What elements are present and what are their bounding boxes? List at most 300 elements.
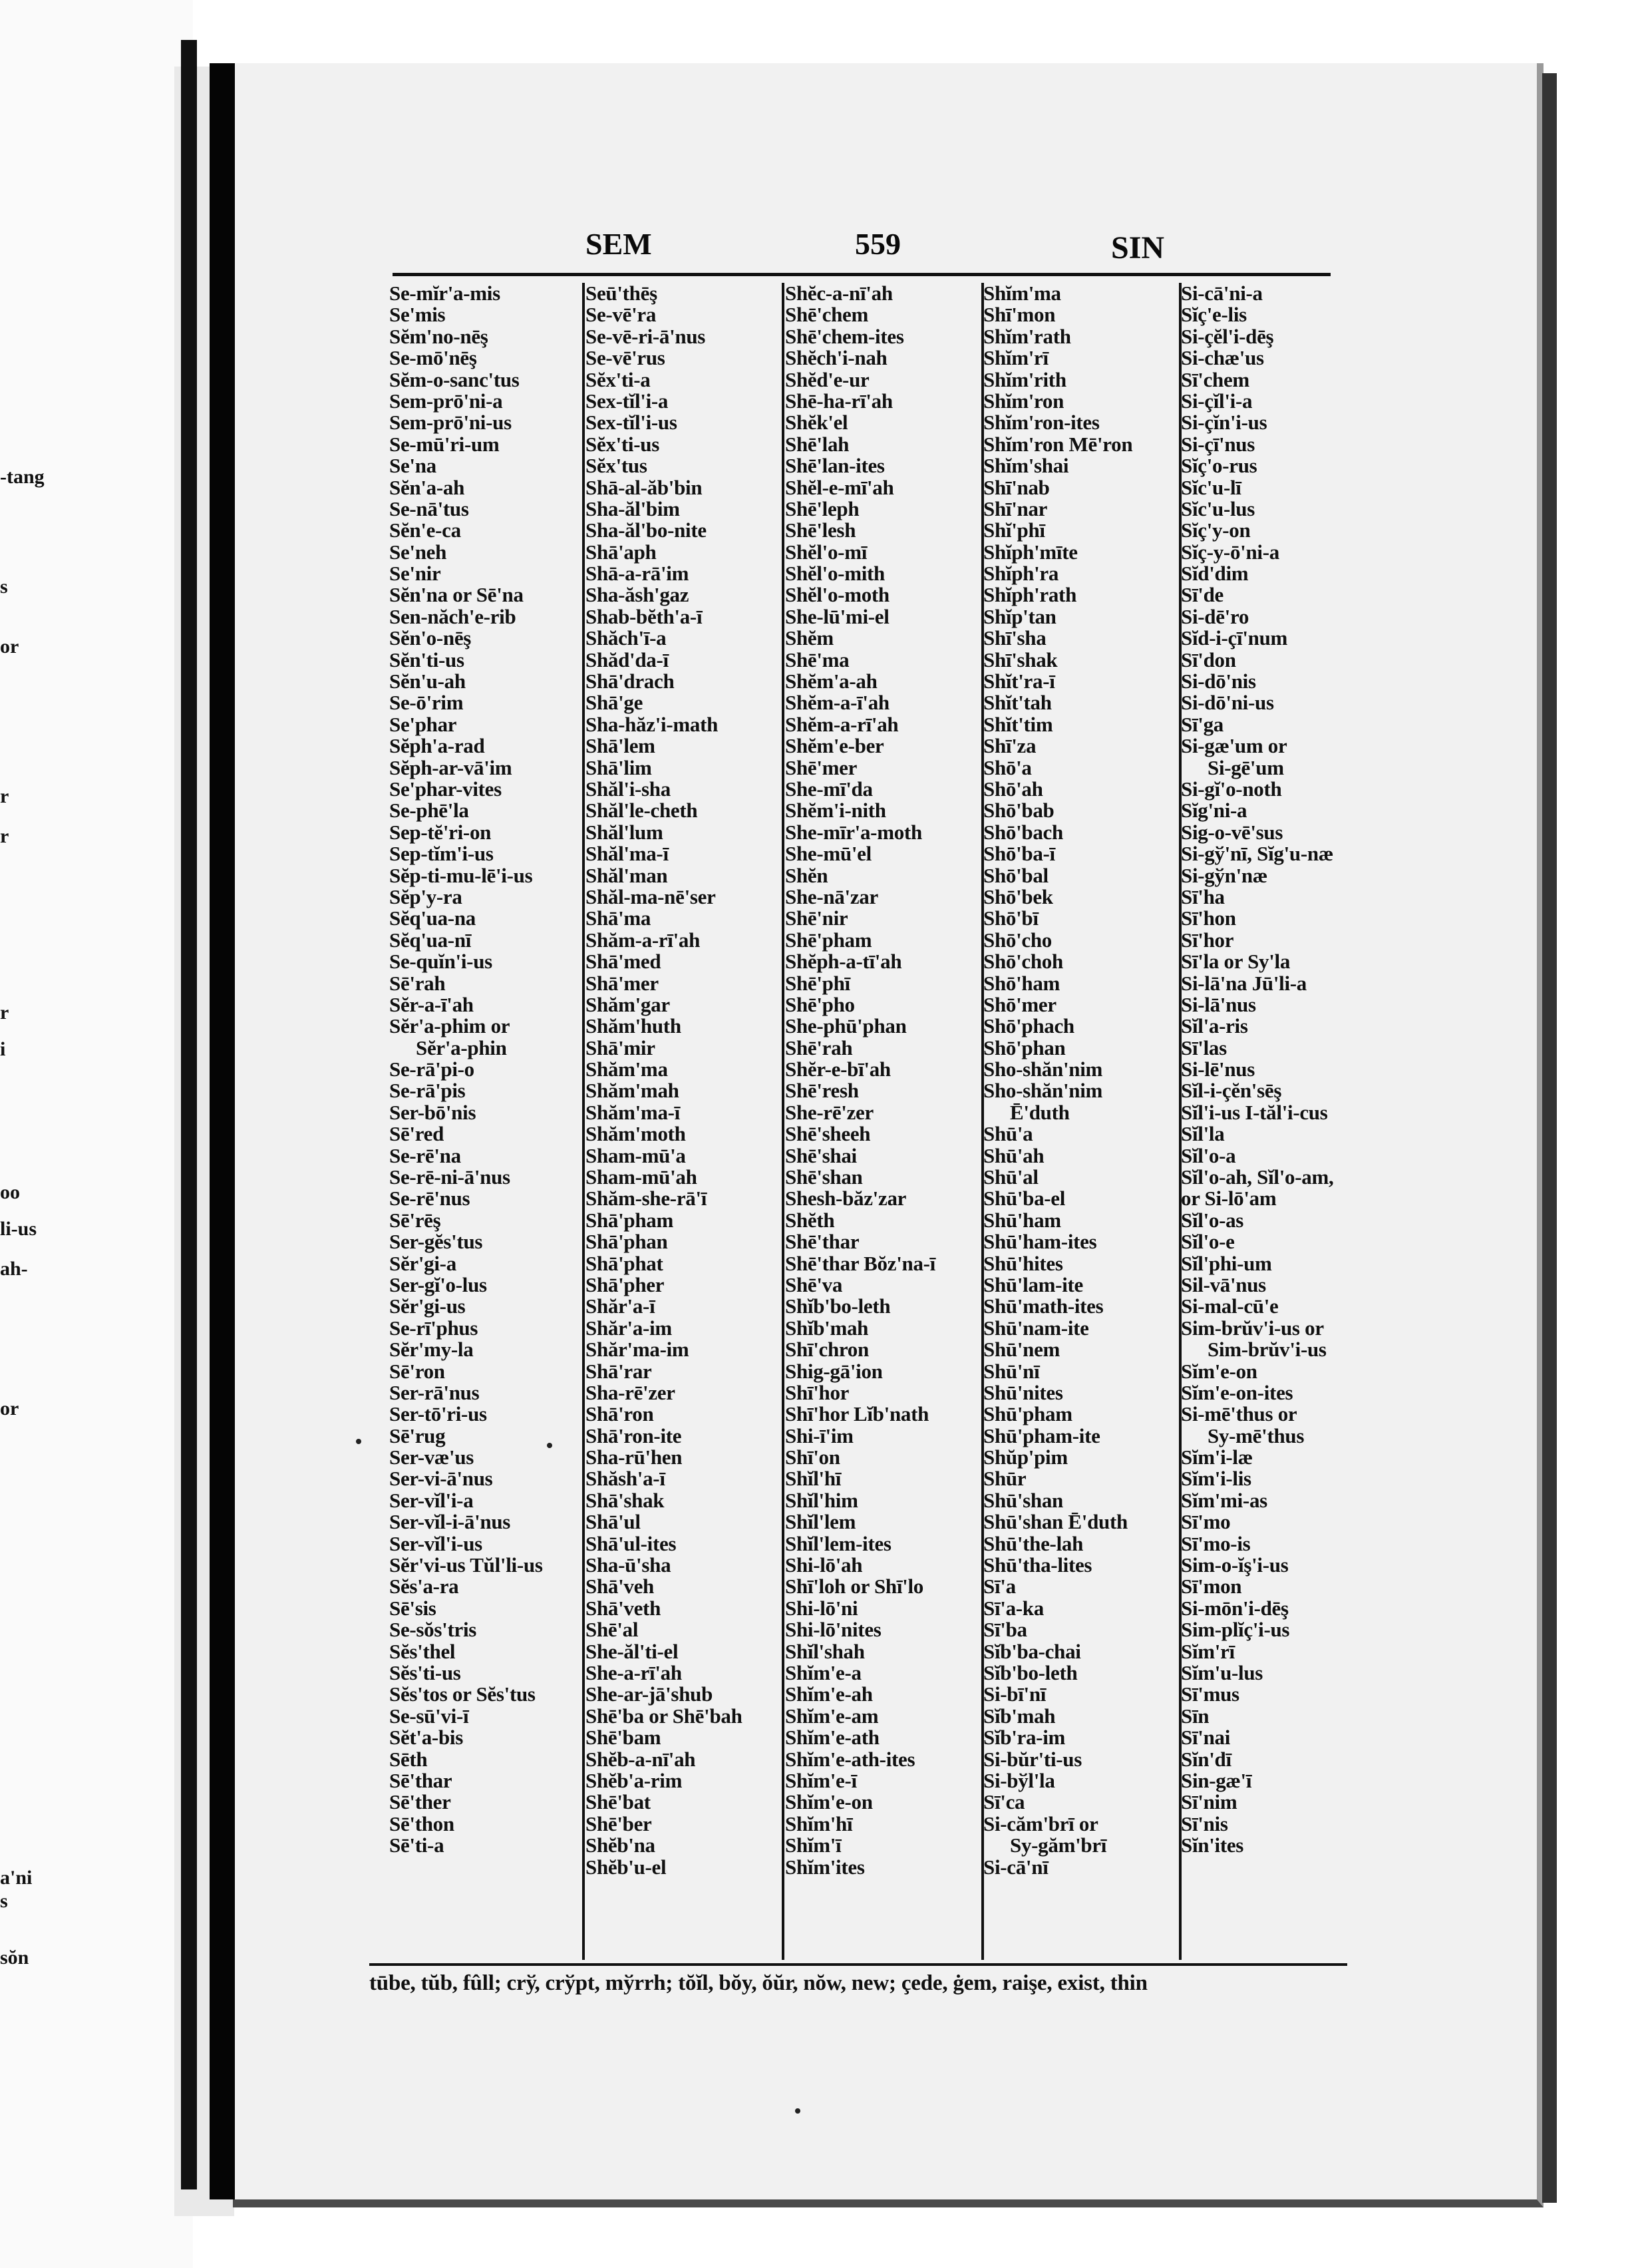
dictionary-entry: Shē'thar Bŏz'na-ī [785,1251,935,1275]
dictionary-entry: Sē'rug [389,1423,446,1447]
dictionary-entry: Shĕk'el [785,411,848,435]
dictionary-entry: Sī'ca [983,1790,1025,1814]
dictionary-entry: Shĭm'rith [983,367,1066,391]
dictionary-entry: Shĕl'o-mith [785,562,885,586]
dictionary-entry: Si-gæ'um or [1181,734,1287,758]
entry-column-5 [1181,283,1381,1857]
dictionary-entry: Shĕm'a-ah [785,669,878,693]
dictionary-entry: Se-sū'vi-ī [389,1704,469,1728]
dictionary-entry: Shū'lam-ite [983,1272,1083,1296]
dictionary-entry: Shĭp'tan [983,604,1057,628]
dictionary-entry: Shăm'ma [585,1057,668,1081]
dictionary-entry: Shē'pham [785,928,872,952]
dictionary-entry: Shē'lan-ites [785,454,885,478]
dictionary-entry: Ē'duth [1010,1100,1070,1124]
dictionary-entry: Shĕl'o-mī [785,540,868,564]
dictionary-entry: Shē'nir [785,906,848,930]
dictionary-entry: Shĕm [785,626,834,650]
dictionary-entry: Sim-brŭv'i-us [1208,1338,1327,1362]
dictionary-entry: Shē'phī [785,971,850,995]
dictionary-entry: Shē'bam [585,1726,661,1750]
dictionary-entry: Sem-prō'ni-us [389,411,512,435]
dictionary-entry: Sha-ū'sha [585,1553,671,1577]
dictionary-entry: Sĕt'a-bis [389,1726,463,1750]
dictionary-entry: Sĕs'thel [389,1639,456,1663]
dictionary-entry: Sī'hor [1181,928,1234,952]
dictionary-entry: Sī'ga [1181,712,1223,736]
dictionary-entry: Shĭb'bo-leth [785,1294,891,1318]
dictionary-entry: Shĭm'ma [983,282,1061,305]
dictionary-entry: Sīn [1181,1704,1210,1728]
dictionary-entry: Shā'ul [585,1510,641,1534]
dictionary-entry: Se-rē'na [389,1143,461,1167]
dictionary-entry: Shăm-a-rī'ah [585,928,701,952]
dictionary-entry: Sĕr'vi-us Tŭl'li-us [389,1553,543,1577]
dictionary-entry: Shĭm'ron-ites [983,411,1100,435]
dictionary-entry: Sĕr-a-ī'ah [389,992,474,1016]
dictionary-entry: Shā'phat [585,1251,663,1275]
dictionary-entry: Si-lā'nus [1181,992,1256,1016]
dictionary-entry: Shā'ron [585,1402,654,1426]
dictionary-entry: Shĕm'e-ber [785,734,884,758]
dictionary-entry: Si-chæ'us [1181,346,1264,370]
dictionary-entry: Shē'thar [785,1230,860,1254]
dictionary-entry: Shā'veh [585,1575,654,1599]
dictionary-entry: Shū'nam-ite [983,1316,1089,1340]
dictionary-entry: Shā-a-rā'im [585,562,689,586]
facing-page-fragment: i [0,1038,6,1060]
dictionary-entry: Shō'phan [983,1036,1066,1059]
dictionary-entry: Shĭl'hī [785,1467,842,1491]
dictionary-entry: Shūr [983,1467,1027,1491]
dictionary-entry: Sim-o-ĭş'i-us [1181,1553,1289,1577]
dictionary-entry: Shĭph'mīte [983,540,1078,564]
dictionary-entry: Shĭph'rath [983,583,1077,607]
dictionary-entry: She-phū'phan [785,1014,907,1038]
dictionary-entry: Shū'hites [983,1251,1063,1275]
dictionary-entry: Shăl'man [585,863,668,887]
dictionary-entry: Shī'nab [983,475,1050,499]
dictionary-entry: Shig-gā'ion [785,1359,883,1383]
facing-page-fragment: ah- [0,1258,28,1280]
facing-page-fragment: s [0,576,8,598]
dictionary-entry: Shā'mir [585,1036,655,1059]
dictionary-entry: Se-rē-ni-ā'nus [389,1165,510,1189]
dictionary-entry: Sĭl'i-us I-tăl'i-cus [1181,1100,1328,1124]
dictionary-entry: Ser-tō'ri-us [389,1402,487,1426]
dictionary-entry: Shō'bal [983,863,1049,887]
ink-speck [356,1439,361,1444]
dictionary-entry: Sĭc'u-lus [1181,496,1255,520]
dictionary-entry: Ser-rā'nus [389,1380,480,1404]
entry-column-2 [585,283,785,1878]
dictionary-entry: Sĕs'ti-us [389,1661,461,1684]
dictionary-entry: Sĕq'ua-na [389,906,476,930]
dictionary-entry: Shā'ma [585,906,651,930]
dictionary-entry: Shăch'ī-a [585,626,667,650]
dictionary-entry: Sĭc'u-lī [1181,475,1241,499]
dictionary-entry: Se-phē'la [389,799,469,823]
dictionary-entry: Shi-lō'nites [785,1618,882,1642]
dictionary-entry: Sĕx'tus [585,454,647,478]
dictionary-entry: Sĭl'phi-um [1181,1251,1272,1275]
dictionary-entry: Shesh-băz'zar [785,1187,907,1211]
dictionary-entry: Se'nir [389,562,441,586]
dictionary-entry: Sī'a [983,1575,1016,1599]
dictionary-entry: Si-lē'nus [1181,1057,1255,1081]
dictionary-entry: Shăl'lum [585,820,663,844]
dictionary-entry: Ser-gĕs'tus [389,1230,483,1254]
dictionary-entry: Se'na [389,454,436,478]
dictionary-entry: Shū'nem [983,1338,1060,1362]
dictionary-entry: Shū'the-lah [983,1531,1084,1555]
dictionary-entry: Shī'chron [785,1338,869,1362]
dictionary-entry: Shĕn [785,863,828,887]
dictionary-entry: Shĕth [785,1208,835,1232]
dictionary-entry: Sha-hăz'i-math [585,712,719,736]
dictionary-entry: Sĕph'a-rad [389,734,485,758]
facing-page-fragment: r [0,785,9,807]
ink-speck [547,1443,552,1448]
dictionary-entry: Shī'hor Lĭb'nath [785,1402,929,1426]
dictionary-entry: Shū'ham [983,1208,1061,1232]
dictionary-entry: Sē'ron [389,1359,445,1383]
dictionary-entry: Sēth [389,1747,428,1771]
dictionary-entry: Sim-brŭv'i-us or [1181,1316,1324,1340]
dictionary-entry: Sĕr'gi-a [389,1251,456,1275]
dictionary-entry: Sĕs'tos or Sĕs'tus [389,1682,536,1706]
dictionary-entry: Sĭl'o-ah, Sĭl'o-am, [1181,1165,1334,1189]
dictionary-entry: Se-mĭr'a-mis [389,282,500,305]
dictionary-entry: Sep-tĕ'ri-on [389,820,492,844]
dictionary-entry: Shĕb'a-rim [585,1768,683,1792]
dictionary-entry: Shĕb'na [585,1833,655,1857]
dictionary-entry: Shăl'le-cheth [585,799,698,823]
dictionary-entry: Si-çī'nus [1181,432,1255,456]
dictionary-entry: Shĕc-a-nī'ah [785,282,893,305]
dictionary-entry: Si-mōn'i-dēş [1181,1596,1289,1620]
dictionary-entry: Shăd'da-ī [585,648,669,671]
dictionary-entry: Shĕb'u-el [585,1855,667,1879]
dictionary-entry: Sĭl-i-çĕn'sēş [1181,1079,1282,1103]
dictionary-entry: Shĭm'e-on [785,1790,873,1814]
dictionary-entry: Ser-bō'nis [389,1100,476,1124]
dictionary-entry: Si-dō'ni-us [1181,691,1274,715]
guide-word-right: SIN [1111,230,1165,266]
dictionary-entry: Shā'ge [585,691,643,715]
dictionary-entry: Sĭn'dī [1181,1747,1231,1771]
dictionary-entry: Sĭl'la [1181,1122,1225,1146]
dictionary-entry: Sĕp-ti-mu-lē'i-us [389,863,533,887]
dictionary-entry: Sha-ăl'bim [585,496,680,520]
dictionary-entry: Sē'ther [389,1790,451,1814]
dictionary-entry: Sĕr'gi-us [389,1294,466,1318]
dictionary-entry: Sī'nis [1181,1811,1228,1835]
dictionary-entry: Ser-væ'us [389,1445,474,1469]
facing-page-fragment: r [0,1002,9,1024]
dictionary-entry: Shăr'a-ī [585,1294,655,1318]
dictionary-entry: Shĕm-a-rī'ah [785,712,899,736]
dictionary-entry: Shē'bat [585,1790,651,1814]
pronunciation-key: tūbe, tŭb, fûll; crў, crўpt, mўrrh; tŏĭl, bŏy, ŏŭr, nŏw, new; çede, ġem, raişe, exist, thin [369,1971,1148,1995]
dictionary-entry: Shĭm'e-am [785,1704,879,1728]
dictionary-entry: Se'mis [389,303,446,327]
facing-page-fragment: sŏn [0,1947,29,1969]
dictionary-entry: Shē'ba or Shē'bah [585,1704,742,1728]
dictionary-entry: Se-rā'pi-o [389,1057,474,1081]
dictionary-entry: Si-çĭl'i-a [1181,389,1253,413]
dictionary-entry: Sī'a-ka [983,1596,1044,1620]
dictionary-entry: Shĕm-a-ī'ah [785,691,890,715]
dictionary-entry: Sī'ba [983,1618,1027,1642]
footer-rule [369,1963,1347,1966]
dictionary-entry: Shĭt'ra-ī [983,669,1055,693]
dictionary-entry: Sī'mo-is [1181,1531,1251,1555]
dictionary-entry: Sĭç'y-on [1181,518,1251,542]
dictionary-entry: Sī'don [1181,648,1236,671]
dictionary-entry: Shā'rar [585,1359,652,1383]
dictionary-entry: Si-bўl'la [983,1768,1055,1792]
entry-column-1 [389,283,585,1857]
dictionary-entry: Shū'tha-lites [983,1553,1092,1577]
dictionary-entry: Sham-mū'ah [585,1165,697,1189]
dictionary-entry: Sĕx'ti-us [585,432,659,456]
entry-column-4 [983,283,1183,1878]
dictionary-entry: Shū'shan [983,1488,1063,1512]
dictionary-entry: Shō'mer [983,992,1057,1016]
guide-word-left: SEM [585,227,652,261]
dictionary-entry: Sĕn'u-ah [389,669,466,693]
dictionary-entry: Sĭl'o-a [1181,1143,1236,1167]
dictionary-entry: Shĭm'ites [785,1855,865,1879]
dictionary-entry: Sĭm'i-lis [1181,1467,1251,1491]
dictionary-entry: Sem-prō'ni-a [389,389,503,413]
dictionary-entry: Si-çĕl'i-dēş [1181,324,1274,348]
dictionary-entry: Se-vē'ra [585,303,657,327]
dictionary-entry: Sē'rēş [389,1208,441,1232]
dictionary-entry: Sĕm'no-nēş [389,324,488,348]
dictionary-entry: Shăm'mah [585,1079,679,1103]
dictionary-entry: Shĭm'ī [785,1833,842,1857]
dictionary-entry: Shĭm'ron [983,389,1064,413]
dictionary-entry: She-a-rī'ah [585,1661,682,1684]
dictionary-entry: Se-ō'rim [389,691,464,715]
dictionary-entry: Shō'bab [983,799,1055,823]
dictionary-entry: Shā'aph [585,540,657,564]
dictionary-entry: Sī'chem [1181,367,1249,391]
dictionary-entry: Sē'sis [389,1596,436,1620]
facing-page-fragment: r [0,825,9,847]
facing-page-fragment: li-us [0,1218,37,1240]
dictionary-entry: Shē'sheeh [785,1122,871,1146]
dictionary-entry: Shū'a [983,1122,1033,1146]
dictionary-entry: Shĕm'i-nith [785,799,886,823]
dictionary-entry: Shĭm'rī [983,346,1049,370]
dictionary-entry: Shū'al [983,1165,1039,1189]
facing-page-fragment: or [0,636,19,658]
dictionary-entry: Sĭl'o-e [1181,1230,1235,1254]
dictionary-entry: She-nā'zar [785,884,878,908]
dictionary-entry: Shĭm'rath [983,324,1071,348]
dictionary-entry: Sil-vā'nus [1181,1272,1266,1296]
dictionary-entry: Sĭg'ni-a [1181,799,1247,823]
dictionary-entry: Shăm'huth [585,1014,681,1038]
dictionary-entry: Shē'al [585,1618,639,1642]
dictionary-entry: She-mīr'a-moth [785,820,922,844]
dictionary-entry: Sĭl'o-as [1181,1208,1244,1232]
dictionary-entry: Sĭd'dim [1181,562,1249,586]
dictionary-entry: Shē-ha-rī'ah [785,389,893,413]
dictionary-entry: Shĭm'e-a [785,1661,862,1684]
dictionary-entry: Shō'bach [983,820,1063,844]
dictionary-entry: Sha-rū'hen [585,1445,683,1469]
dictionary-entry: Si-cā'ni-a [1181,282,1263,305]
dictionary-entry: Si-gўn'næ [1181,863,1267,887]
dictionary-entry: She-rē'zer [785,1100,874,1124]
dictionary-entry: Sī'mon [1181,1575,1242,1599]
facing-page-fragment: oo [0,1181,20,1203]
dictionary-entry: Sĕn'e-ca [389,518,461,542]
dictionary-entry: Shē'lesh [785,518,856,542]
dictionary-entry: Sĕp'y-ra [389,884,462,908]
dictionary-entry: Sī'nai [1181,1726,1231,1750]
dictionary-entry: Shō'phach [983,1014,1074,1038]
ink-speck [795,2108,800,2114]
dictionary-entry: Sy-mē'thus [1208,1423,1305,1447]
dictionary-entry: Sĭb'ba-chai [983,1639,1081,1663]
dictionary-entry: Sĭn'ites [1181,1833,1244,1857]
dictionary-entry: Si-bī'nī [983,1682,1047,1706]
dictionary-entry: Sĭm'u-lus [1181,1661,1263,1684]
dictionary-entry: She-ăl'ti-el [585,1639,679,1663]
dictionary-entry: Shī'za [983,734,1037,758]
dictionary-entry: Se'phar-vites [389,777,502,801]
dictionary-entry: Shĕd'e-ur [785,367,870,391]
dictionary-entry: Shĭt'tim [983,712,1053,736]
dictionary-entry: Shĭm'e-ī [785,1768,857,1792]
dictionary-entry: She-ar-jā'shub [585,1682,713,1706]
facing-page-fragment: s [0,1890,8,1912]
dictionary-entry: Sex-tĭl'i-us [585,411,677,435]
dictionary-entry: Shā'med [585,950,661,974]
dictionary-entry: Shī'hor [785,1380,850,1404]
dictionary-entry: Shăsh'a-ī [585,1467,665,1491]
dictionary-entry: Shăm'gar [585,992,670,1016]
dictionary-entry: Ser-vi-ā'nus [389,1467,493,1491]
dictionary-entry: Se'neh [389,540,447,564]
dictionary-entry: Si-căm'brī or [983,1811,1098,1835]
dictionary-entry: Shū'nites [983,1380,1063,1404]
dictionary-entry: Se-rē'nus [389,1187,470,1211]
dictionary-entry: Shăr'a-im [585,1316,672,1340]
dictionary-entry: Shĕph-a-tī'ah [785,950,902,974]
dictionary-entry: Sĕs'a-ra [389,1575,459,1599]
dictionary-entry: Sĭç-y-ō'ni-a [1181,540,1279,564]
dictionary-entry: Shăl'i-sha [585,777,671,801]
dictionary-entry: Shŭp'pim [983,1445,1068,1469]
dictionary-entry: Shū'shan Ē'duth [983,1510,1128,1534]
dictionary-entry: Shā-al-ăb'bin [585,475,703,499]
dictionary-entry: Se-quĭn'i-us [389,950,492,974]
dictionary-entry: Sē'red [389,1122,444,1146]
dictionary-entry: Shē'rah [785,1036,853,1059]
dictionary-entry: Shĭm'ron Mē'ron [983,432,1133,456]
dictionary-entry: Si-cā'nī [983,1855,1049,1879]
dictionary-entry: Si-mal-cū'e [1181,1294,1279,1318]
dictionary-entry: Sig-o-vē'sus [1181,820,1283,844]
dictionary-entry: Si-gē'um [1208,755,1284,779]
dictionary-entry: Ser-vĭl-i-ā'nus [389,1510,511,1534]
dictionary-entry: Sĭl'a-ris [1181,1014,1248,1038]
running-header [0,226,1626,280]
dictionary-entry: Shab-bĕth'a-ī [585,604,703,628]
dictionary-entry: Se-mō'nēş [389,346,477,370]
dictionary-entry: Sen-năch'e-rib [389,604,516,628]
entry-columns [0,283,1626,1960]
dictionary-entry: Shē'pho [785,992,855,1016]
dictionary-entry: Sho-shăn'nim [983,1057,1103,1081]
dictionary-entry: Shăr'ma-im [585,1338,689,1362]
dictionary-entry: Sī'mus [1181,1682,1239,1706]
dictionary-entry: Shū'ham-ites [983,1230,1097,1254]
dictionary-entry: Shĭm'e-ath [785,1726,880,1750]
dictionary-entry: Sĭç'e-lis [1181,303,1247,327]
dictionary-entry: Shī'loh or Shī'lo [785,1575,923,1599]
dictionary-entry: Sep-tĭm'i-us [389,842,494,866]
dictionary-entry: Se-sŏs'tris [389,1618,477,1642]
dictionary-entry: Sim-plĭç'i-us [1181,1618,1290,1642]
dictionary-entry: Shā'lim [585,755,652,779]
dictionary-entry: Sĕq'ua-nī [389,928,472,952]
dictionary-entry: Sĭm'rī [1181,1639,1235,1663]
dictionary-entry: Shăm'ma-ī [585,1100,680,1124]
dictionary-entry: Shĭm'shai [983,454,1069,478]
dictionary-entry: Shăl'ma-ī [585,842,669,866]
dictionary-entry: Sĕn'a-ah [389,475,465,499]
dictionary-entry: Sī'la or Sy'la [1181,950,1291,974]
dictionary-entry: Sin-gæ'ī [1181,1768,1252,1792]
dictionary-entry: Shē'shai [785,1143,857,1167]
dictionary-entry: Sy-găm'brī [1010,1833,1107,1857]
dictionary-entry: Sĭb'bo-leth [983,1661,1078,1684]
dictionary-entry: Se-mū'ri-um [389,432,500,456]
dictionary-entry: Sē'thon [389,1811,454,1835]
dictionary-entry: Sĭç'o-rus [1181,454,1257,478]
dictionary-entry: Shā'mer [585,971,659,995]
dictionary-entry: Se-vē-ri-ā'nus [585,324,706,348]
dictionary-entry: Sham-mū'a [585,1143,686,1167]
dictionary-entry: Shā'pher [585,1272,665,1296]
dictionary-entry: Shĕch'i-nah [785,346,888,370]
dictionary-entry: Si-gĭ'o-noth [1181,777,1282,801]
dictionary-entry: Ser-vĭl'i-a [389,1488,474,1512]
dictionary-entry: Shū'nī [983,1359,1040,1383]
dictionary-entry: Sĕx'ti-a [585,367,651,391]
dictionary-entry: Shō'ah [983,777,1043,801]
dictionary-entry: Sĕr'a-phin [416,1036,507,1059]
dictionary-entry: or Si-lō'am [1181,1187,1277,1211]
dictionary-entry: Shĕl-e-mī'ah [785,475,894,499]
dictionary-entry: Shi-lō'ah [785,1553,863,1577]
dictionary-entry: Shō'ba-ī [983,842,1055,866]
dictionary-entry: Shē'va [785,1272,843,1296]
dictionary-entry: Shī'mon [983,303,1056,327]
dictionary-entry: Shō'cho [983,928,1052,952]
dictionary-entry: Shē'lah [785,432,850,456]
dictionary-entry: Si-gў'nī, Sĭg'u-næ [1181,842,1333,866]
dictionary-entry: Shĭb'mah [785,1316,869,1340]
dictionary-entry: Shĭl'shah [785,1639,865,1663]
